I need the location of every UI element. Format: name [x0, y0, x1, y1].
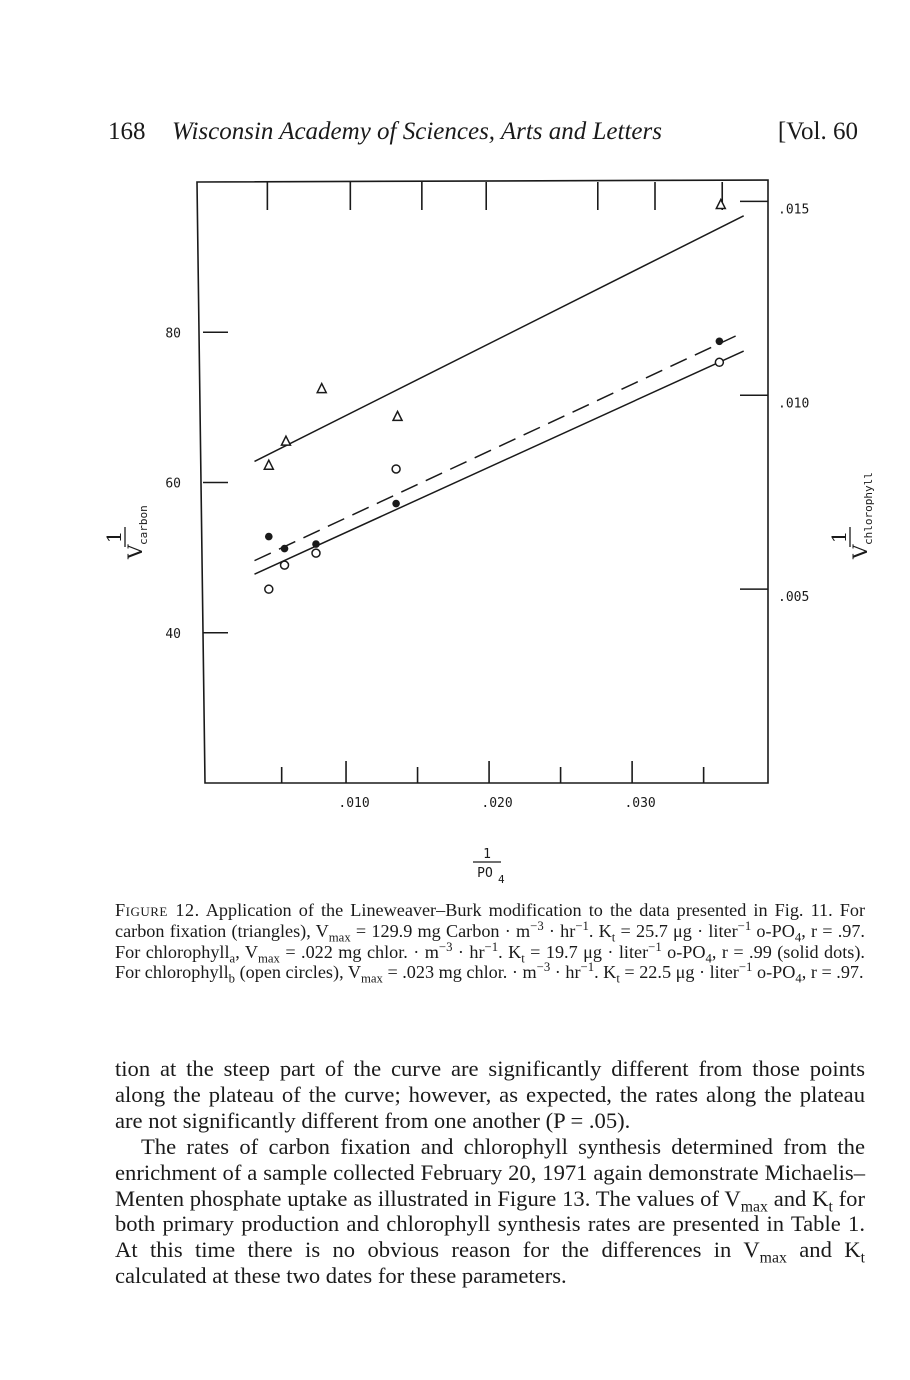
paragraph-2: The rates of carbon fixation and chlorophyll synthesis determined from the enrichment of a sample collected February 20, 1971 again demonstrate Michaelis–Menten phosphate uptake as illustrated in Figure 13. The values of $V_{max}$ and $K_t$ for both primary production and chlorophyll synthesis rates are presented in Table 1. At this time there is no obvious reason for the differences in $V_{max}$ and $K_t$ calculated at these two dates for these parameters.	[115, 1133, 865, 1289]
plot-border	[197, 180, 768, 783]
fit-line-dashed	[254, 332, 743, 560]
lineweaver-burk-figure	[0, 160, 910, 900]
triangle-point	[281, 436, 290, 445]
page-number: 168	[108, 118, 146, 145]
left-axis-title	[102, 505, 150, 560]
filled-dot-point	[392, 500, 400, 508]
bottom-tick-label: .010	[338, 796, 370, 811]
figure-label: Figure 12.	[115, 900, 200, 920]
right-axis-title	[827, 472, 875, 560]
left-tick-label: 40	[165, 626, 181, 642]
fit-line	[254, 216, 743, 462]
x-axis-title-subscript: 4	[498, 873, 505, 886]
figure-caption: Figure 12. Application of the Lineweaver–Burk modification to the data presented in Fig. 11. For carbon fixation (triangles), $V_{max} = 129.9$ mg Carbon · $m^{-3} \cdot hr^{-1}$. $K_t = 25.7$ μg · liter$^{-1}$ $o-PO_4$, r = .97. For chlorophyll$_a$, $V_{max} = .022$ mg chlor. · $m^{-3} \cdot hr^{-1}$. $K_t = 19.7$ μg · liter$^{-1}$ $o-PO_4$, r = .99 (solid dots). For chlorophyll$_b$ (open circles), $V_{max} = .023$ mg chlor. · $m^{-3} \cdot hr^{-1}$. $K_t = 22.5$ μg · liter$^{-1}$ $o-PO_4$, r = .97.	[115, 900, 865, 987]
triangle-point	[393, 411, 402, 420]
volume-number: [Vol. 60	[777, 118, 858, 145]
left-tick-label: 60	[165, 476, 181, 492]
open-circle-point	[312, 549, 320, 557]
filled-dot-point	[312, 540, 320, 548]
axis-ticks	[203, 182, 768, 783]
data-points	[264, 200, 725, 594]
right-tick-label: .010	[778, 396, 810, 412]
triangle-point	[264, 460, 273, 469]
plot-frame	[197, 180, 768, 783]
filled-dot-point	[716, 337, 724, 345]
left-tick-label: 80	[165, 326, 181, 342]
paragraph-1: tion at the steep part of the curve are significantly different from those points along the plateau of the curve; however, as expected, the rates along the plateau are not significantly different from one another (P = .05).	[115, 1056, 865, 1133]
filled-dot-point	[265, 533, 273, 541]
running-header	[108, 118, 858, 158]
right-axis-title-numerator: 1	[827, 530, 851, 544]
right-tick-label: .005	[778, 590, 810, 606]
x-axis-title-denominator: PO	[477, 866, 493, 881]
fit-line	[254, 351, 743, 574]
right-axis-title-denominator: V	[848, 544, 872, 559]
x-axis-title-numerator: 1	[483, 847, 491, 862]
left-axis-title-numerator: 1	[102, 530, 126, 544]
triangle-point	[317, 384, 326, 393]
open-circle-point	[265, 585, 273, 593]
right-axis-title-subscript: chlorophyll	[862, 472, 875, 545]
open-circle-point	[715, 358, 723, 366]
triangle-point	[716, 200, 725, 209]
right-tick-label: .015	[778, 202, 810, 218]
left-axis-title-subscript: carbon	[137, 505, 150, 545]
filled-dot-point	[281, 545, 289, 553]
body-text	[115, 1056, 865, 1289]
bottom-tick-label: .020	[481, 796, 513, 811]
x-axis-title	[473, 847, 505, 886]
open-circle-point	[392, 465, 400, 473]
left-axis-title-denominator: V	[123, 544, 147, 559]
bottom-tick-label: .030	[624, 796, 656, 811]
open-circle-point	[281, 561, 289, 569]
journal-title: Wisconsin Academy of Sciences, Arts and Letters	[172, 118, 662, 145]
fit-lines	[254, 216, 743, 574]
